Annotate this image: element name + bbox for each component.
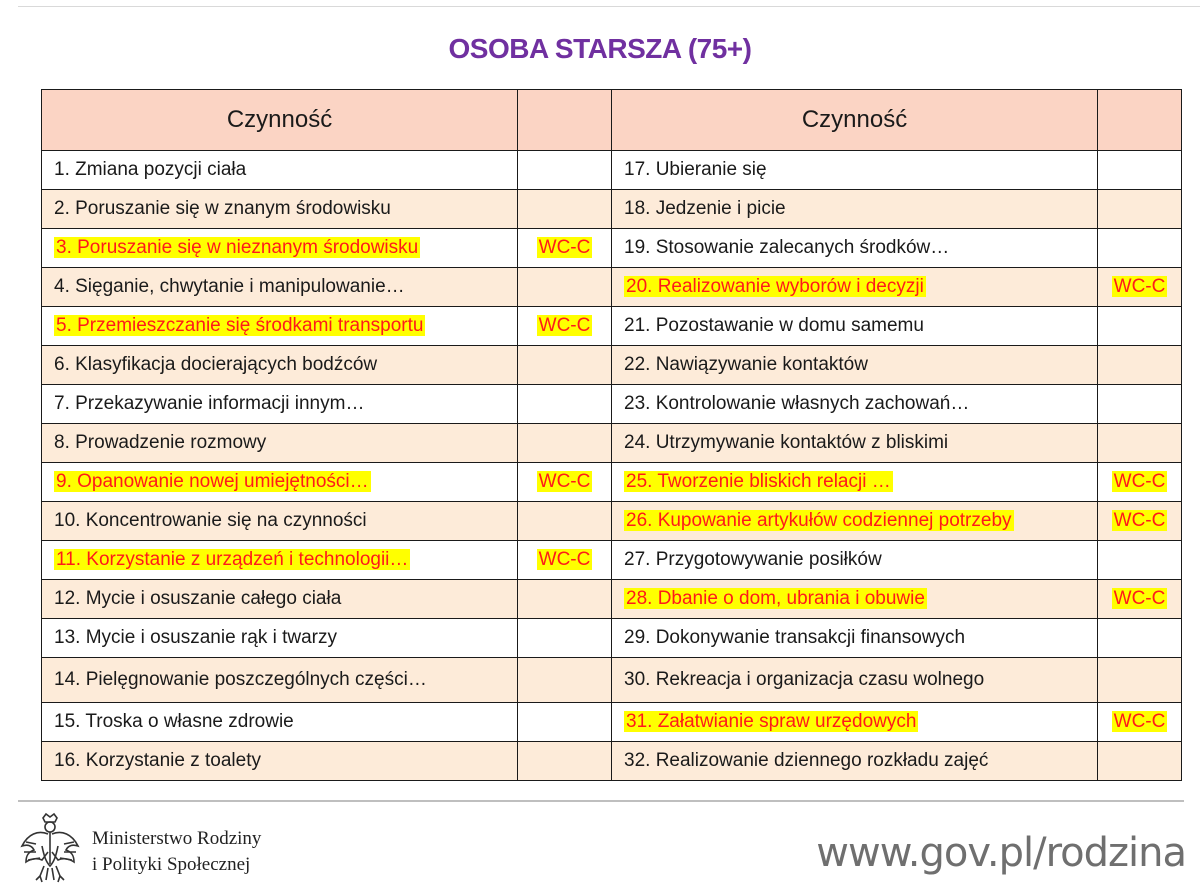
activity-cell-left — [42, 346, 518, 385]
activity-cell-left — [42, 229, 518, 268]
activity-cell-left — [42, 424, 518, 463]
tag-cell-left — [518, 151, 612, 190]
table-row — [42, 619, 1182, 658]
activity-label: 17. Ubieranie się — [624, 159, 767, 180]
header-tag-left — [518, 90, 612, 151]
wc-c-tag: WC-C — [1113, 588, 1166, 609]
activity-label: 22. Nawiązywanie kontaktów — [624, 354, 868, 375]
activity-label: 30. Rekreacja i organizacja czasu wolnego — [624, 669, 985, 690]
activity-cell-left — [42, 619, 518, 658]
activity-label: 18. Jedzenie i picie — [624, 198, 786, 219]
tag-cell-left — [518, 703, 612, 742]
activity-label: 10. Koncentrowanie się na czynności — [54, 510, 367, 531]
activity-cell-left — [42, 541, 518, 580]
tag-cell-left — [518, 742, 612, 781]
tag-cell-right — [1098, 346, 1182, 385]
activity-label: 9. Opanowanie nowej umiejętności… — [56, 471, 369, 492]
wc-c-tag: WC-C — [538, 315, 591, 336]
tag-cell-left — [518, 541, 612, 580]
activity-cell-right — [612, 703, 1098, 742]
activity-cell-right — [612, 541, 1098, 580]
table-row — [42, 346, 1182, 385]
activity-label: 23. Kontrolowanie własnych zachowań… — [624, 393, 970, 414]
table-row — [42, 580, 1182, 619]
tag-cell-right — [1098, 190, 1182, 229]
activity-cell-right — [612, 385, 1098, 424]
activity-label: 16. Korzystanie z toalety — [54, 750, 261, 771]
wc-c-tag: WC-C — [1113, 276, 1166, 297]
activity-label: 12. Mycie i osuszanie całego ciała — [54, 588, 342, 609]
tag-cell-right — [1098, 541, 1182, 580]
table-row — [42, 385, 1182, 424]
activities-table — [41, 89, 1182, 781]
tag-cell-left — [518, 619, 612, 658]
tag-cell-left — [518, 658, 612, 703]
tag-cell-left — [518, 346, 612, 385]
activity-label: 21. Pozostawanie w domu samemu — [624, 315, 924, 336]
activity-cell-left — [42, 268, 518, 307]
table-body — [42, 151, 1182, 781]
tag-cell-left — [518, 229, 612, 268]
activity-label: 32. Realizowanie dziennego rozkładu zajęć — [624, 750, 989, 771]
activity-cell-left — [42, 742, 518, 781]
activity-cell-right — [612, 502, 1098, 541]
activity-cell-right — [612, 307, 1098, 346]
table-row — [42, 541, 1182, 580]
activity-label: 20. Realizowanie wyborów i decyzji — [626, 276, 924, 297]
activity-label: 15. Troska o własne zdrowie — [54, 711, 294, 732]
page-title: OSOBA STARSZA (75+) — [448, 33, 752, 64]
activity-label: 4. Sięganie, chwytanie i manipulowanie… — [54, 276, 405, 297]
tag-cell-left — [518, 268, 612, 307]
activity-cell-right — [612, 619, 1098, 658]
activity-cell-left — [42, 703, 518, 742]
activity-label: 24. Utrzymywanie kontaktów z bliskimi — [624, 432, 949, 453]
activity-label: 3. Poruszanie się w nieznanym środowisku — [56, 237, 419, 258]
wc-c-tag: WC-C — [538, 549, 591, 570]
tag-cell-right — [1098, 229, 1182, 268]
activity-cell-right — [612, 268, 1098, 307]
tag-cell-left — [518, 502, 612, 541]
activity-label: 8. Prowadzenie rozmowy — [54, 432, 267, 453]
activity-label: 2. Poruszanie się w znanym środowisku — [54, 198, 391, 219]
table-header-row — [42, 90, 1182, 151]
activity-cell-right — [612, 463, 1098, 502]
top-divider — [18, 6, 1200, 7]
tag-cell-right — [1098, 385, 1182, 424]
tag-cell-left — [518, 580, 612, 619]
activity-cell-left — [42, 151, 518, 190]
activity-label: 28. Dbanie o dom, ubrania i obuwie — [626, 588, 925, 609]
activity-label: 25. Tworzenie bliskich relacji … — [626, 471, 891, 492]
activity-cell-left — [42, 658, 518, 703]
ministry-line-1: Ministerstwo Rodziny — [92, 828, 262, 849]
tag-cell-right — [1098, 703, 1182, 742]
tag-cell-right — [1098, 424, 1182, 463]
activity-label: 13. Mycie i osuszanie rąk i twarzy — [54, 627, 337, 648]
tag-cell-right — [1098, 151, 1182, 190]
activity-label: 7. Przekazywanie informacji innym… — [54, 393, 365, 414]
tag-cell-right — [1098, 742, 1182, 781]
tag-cell-left — [518, 463, 612, 502]
tag-cell-left — [518, 307, 612, 346]
wc-c-tag: WC-C — [538, 471, 591, 492]
activity-label: 14. Pielęgnowanie poszczególnych części… — [54, 669, 427, 690]
header-tag-right — [1098, 90, 1182, 151]
tag-cell-right — [1098, 463, 1182, 502]
table-row — [42, 463, 1182, 502]
table-row — [42, 190, 1182, 229]
website-url[interactable]: www.gov.pl/rodzina — [816, 830, 1186, 876]
wc-c-tag: WC-C — [538, 237, 591, 258]
table-row — [42, 424, 1182, 463]
tag-cell-left — [518, 385, 612, 424]
header-activity-left: Czynność — [42, 90, 518, 151]
tag-cell-right — [1098, 502, 1182, 541]
activity-cell-right — [612, 190, 1098, 229]
tag-cell-left — [518, 190, 612, 229]
activity-cell-left — [42, 307, 518, 346]
tag-cell-right — [1098, 580, 1182, 619]
wc-c-tag: WC-C — [1113, 510, 1166, 531]
activity-cell-right — [612, 424, 1098, 463]
wc-c-tag: WC-C — [1113, 711, 1166, 732]
table-row — [42, 307, 1182, 346]
tag-cell-right — [1098, 619, 1182, 658]
polish-eagle-emblem-icon — [18, 812, 82, 886]
table-row — [42, 742, 1182, 781]
activity-cell-right — [612, 346, 1098, 385]
tag-cell-right — [1098, 658, 1182, 703]
ministry-name — [92, 826, 261, 878]
activity-cell-left — [42, 502, 518, 541]
activity-label: 31. Załatwianie spraw urzędowych — [626, 711, 917, 732]
activity-label: 5. Przemieszczanie się środkami transportu — [56, 315, 424, 336]
table-row — [42, 229, 1182, 268]
table-row — [42, 502, 1182, 541]
tag-cell-right — [1098, 268, 1182, 307]
activity-label: 29. Dokonywanie transakcji finansowych — [624, 627, 966, 648]
activity-cell-right — [612, 229, 1098, 268]
activity-cell-right — [612, 580, 1098, 619]
activity-cell-right — [612, 742, 1098, 781]
table-row — [42, 151, 1182, 190]
activity-label: 11. Korzystanie z urządzeń i technologii… — [56, 549, 409, 570]
activity-cell-left — [42, 580, 518, 619]
activity-label: 1. Zmiana pozycji ciała — [54, 159, 247, 180]
table-row — [42, 658, 1182, 703]
activity-label: 6. Klasyfikacja docierających bodźców — [54, 354, 378, 375]
activity-label: 26. Kupowanie artykułów codziennej potrzeby — [626, 510, 1012, 531]
activity-cell-right — [612, 658, 1098, 703]
activity-cell-left — [42, 190, 518, 229]
activity-cell-right — [612, 151, 1098, 190]
ministry-line-2: i Polityki Społecznej — [92, 854, 251, 875]
activity-label: 27. Przygotowywanie posiłków — [624, 549, 882, 570]
wc-c-tag: WC-C — [1113, 471, 1166, 492]
activity-cell-left — [42, 385, 518, 424]
table-row — [42, 268, 1182, 307]
tag-cell-right — [1098, 307, 1182, 346]
tag-cell-left — [518, 424, 612, 463]
footer-divider — [18, 800, 1184, 802]
activity-label: 19. Stosowanie zalecanych środków… — [624, 237, 950, 258]
activity-cell-left — [42, 463, 518, 502]
table-row — [42, 703, 1182, 742]
header-activity-right: Czynność — [612, 90, 1098, 151]
